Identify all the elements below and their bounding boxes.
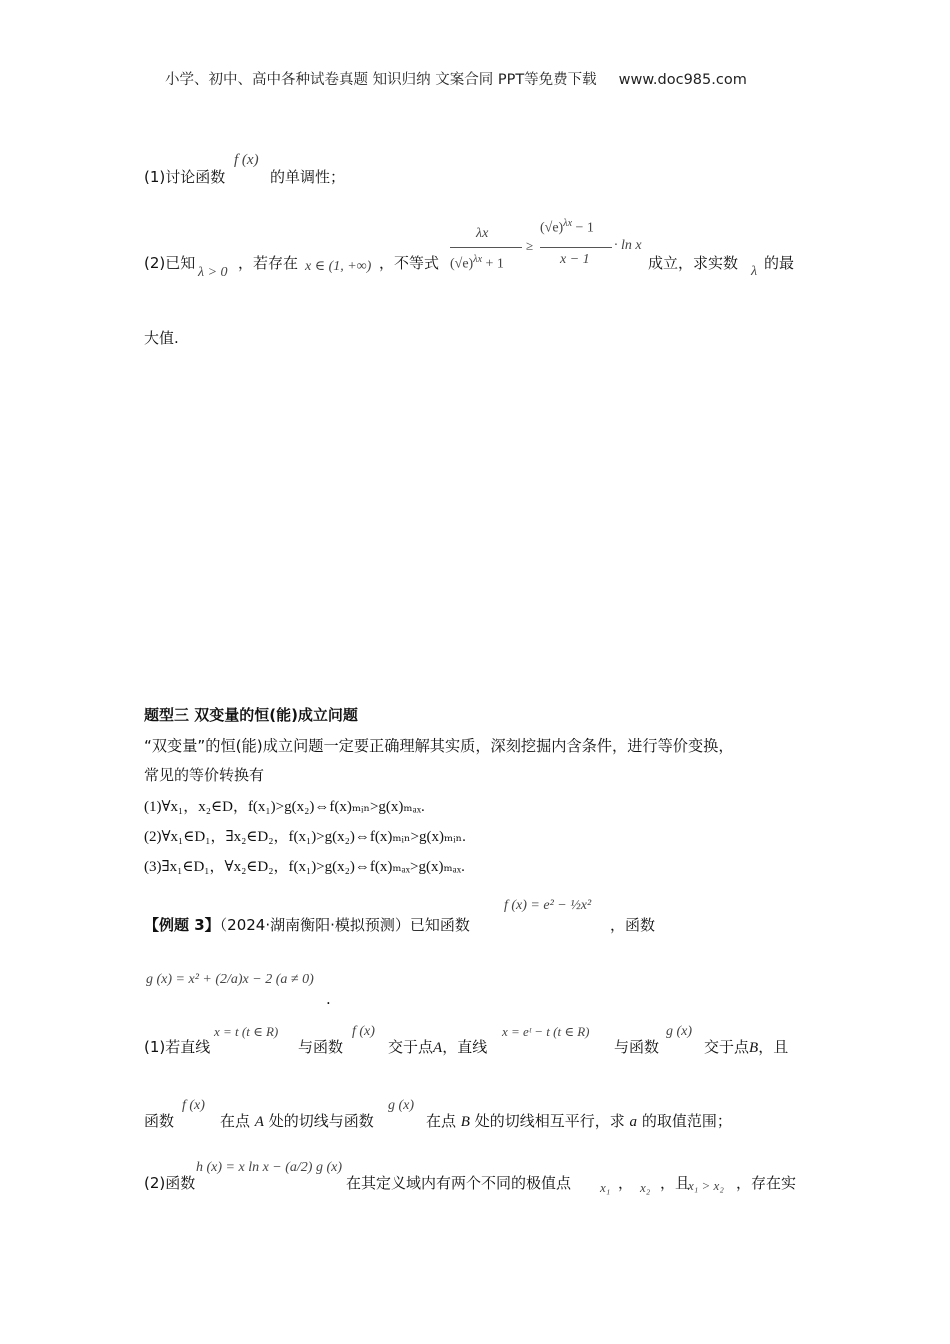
h-definition: h (x) = x ln x − (a/2) g (x) [196, 1160, 343, 1175]
ex-q1-seg-e: 与函数 [614, 1038, 660, 1056]
example-heading [144, 914, 470, 936]
page-header [165, 68, 747, 89]
rule-3: (3)∃x₁∈D₁，∀x₂∈D₂，f(x₁)>g(x₂)⇔f(x)ₘₐₓ>g(x)ₘₐₓ. [144, 859, 465, 875]
lhs-fraction-bar [450, 247, 522, 248]
x1-gt-x2: x₁ > x₂ [688, 1178, 724, 1193]
lhs-denominator: $(√e)^{\lambda x} + 1$ [450, 254, 504, 272]
line-x-equals-et-minus-t: x = eᵗ − t (t ∈ R) [502, 1024, 590, 1039]
section-title: 题型三 双变量的恒(能)成立问题 [144, 706, 358, 724]
ex-q1-seg-f: 交于点B，且 [704, 1038, 789, 1056]
ex-q1-fx2: f (x) [182, 1098, 205, 1113]
q1-tail: 的单调性； [270, 168, 346, 186]
section-intro-1: “双变量”的恒(能)成立问题一定要正确理解其实质，深刻挖掘内含条件，进行等价变换， [144, 737, 734, 755]
header-text: 小学、初中、高中各种试卷真题 知识归纳 文案合同 PPT等免费下载 [165, 72, 597, 88]
geq-sign: ≥ [526, 238, 534, 253]
example-tag: 【例题 3】 [144, 916, 220, 934]
lambda-condition: λ > 0 [198, 265, 228, 280]
g-definition: g (x) = x² + (2/a)x − 2 (a ≠ 0) [146, 972, 314, 987]
ex-q1-fx: f (x) [352, 1024, 375, 1039]
var-x2: x₂ [640, 1180, 651, 1195]
q2-mid1: ，若存在 [238, 254, 299, 272]
x-domain: x ∈ (1, +∞) [305, 259, 372, 274]
ex-q2-seg-b: 在其定义域内有两个不同的极值点 [346, 1174, 572, 1192]
ex-q1-seg-k: 在点 B 处的切线相互平行，求 a 的取值范围； [426, 1112, 732, 1130]
ex-q1-seg-b: 与函数 [298, 1038, 344, 1056]
rhs-denominator: x − 1 [560, 252, 590, 267]
section-intro-2: 常见的等价转换有 [144, 766, 265, 784]
ex-q1-seg-i: 在点 A 处的切线与函数 [220, 1112, 374, 1130]
lambda-symbol: λ [751, 264, 758, 279]
point-B: B [749, 1040, 759, 1056]
ex-q1-line1: (1)若直线 [144, 1038, 211, 1056]
var-a: a [629, 1114, 638, 1130]
example-source: （2024·湖南衡阳·模拟预测）已知函数 [219, 916, 470, 934]
ex-q2-seg-c: ， [618, 1174, 634, 1192]
q2-label: (2)已知 [144, 254, 196, 272]
q2-mid3: 成立，求实数 [648, 254, 739, 272]
ex-q2-seg-d: ，且 [660, 1174, 691, 1192]
q2-tail2: 大值. [144, 329, 179, 347]
ex-q2-seg-e: ，存在实 [736, 1174, 797, 1192]
ex-q1-seg-h: 函数 [144, 1112, 175, 1130]
fx-formula: f (x) [234, 152, 259, 168]
lhs-numerator: λx [476, 226, 489, 241]
question-1 [144, 166, 225, 188]
ln-x: · ln x [614, 238, 642, 253]
g-definition-period: . [326, 990, 331, 1008]
q2-tail: 的最 [764, 254, 795, 272]
line-x-equals-t: x = t (t ∈ R) [214, 1024, 279, 1039]
header-site-link[interactable]: www.doc985.com [618, 72, 747, 88]
ex-q2-seg-a: (2)函数 [144, 1174, 196, 1192]
ex-q1-gx: g (x) [666, 1024, 693, 1039]
var-x1: x₁ [600, 1180, 611, 1195]
f-definition: f (x) = e² − ½x² [504, 898, 592, 913]
ex-q1-gx2: g (x) [388, 1098, 415, 1113]
q1-label: (1)讨论函数 [144, 168, 226, 186]
rule-1: (1)∀x₁，x₂∈D，f(x₁)>g(x₂)⇔f(x)ₘᵢₙ>g(x)ₘₐₓ. [144, 799, 425, 815]
example-comma: ，函数 [610, 916, 656, 934]
q2-mid2: ，不等式 [379, 254, 440, 272]
rhs-numerator: $(√e)^{\lambda x} - 1$ [540, 218, 594, 236]
point-A: A [433, 1040, 443, 1056]
rhs-fraction-bar [540, 247, 612, 248]
ex-q1-seg-c: 交于点A，直线 [388, 1038, 488, 1056]
rule-2: (2)∀x₁∈D₁，∃x₂∈D₂，f(x₁)>g(x₂)⇔f(x)ₘᵢₙ>g(x)ₘᵢₙ. [144, 829, 466, 845]
